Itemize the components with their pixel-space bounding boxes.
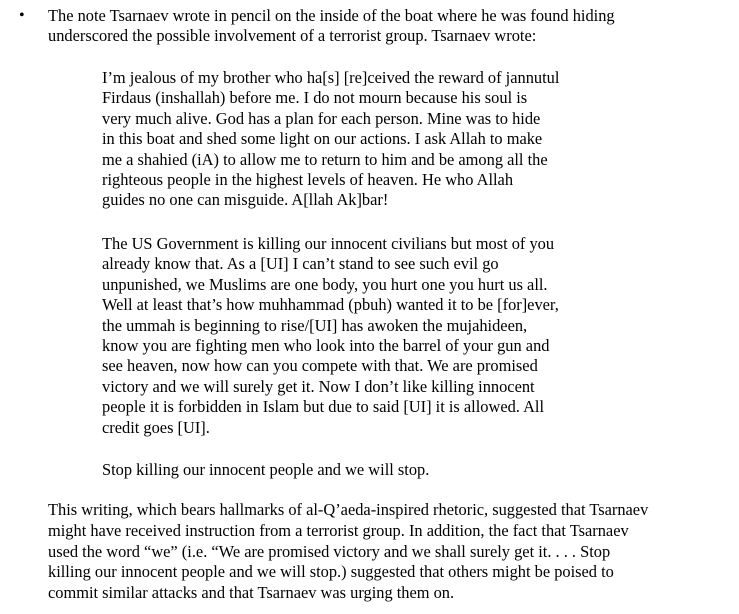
quote-paragraph-1: I’m jealous of my brother who ha[s] [re]ceived the reward of jannutul Firdaus (inshallah) before me. I do not mourn because his soul is very much alive. God has a plan for each person. Mine was to hide in this boat and shed some light on our actions. I ask Allah to make me a shahied (iA) to allow me to return to him and be among all the righteous people in the highest levels of heaven. He who Allah guides no one can misguide. A[llah Ak]bar! [102,68,560,210]
conclusion-paragraph: This writing, which bears hallmarks of al-Q’aeda-inspired rhetoric, suggested that Tsarnaev might have received instruction from a terrorist group. In addition, the fact that Tsarnaev used the word “we” (i.e. “We are promised victory and we shall surely get it. . . . Stop killing our innocent people and we will stop.) suggested that others might be poised to commit similar attacks and that Tsarnaev was urging them on. [48,500,649,603]
bullet-icon: • [19,7,25,24]
quote-paragraph-3: Stop killing our innocent people and we will stop. [102,460,430,479]
quote-paragraph-2: The US Government is killing our innocent civilians but most of you already know that. As a [UI] I can’t stand to see such evil go unpunished, we Muslims are one body, you hurt one you hurt us all. Well at least that’s how muhhammad (pbuh) wanted it to be [for]ever, the ummah is beginning to rise/[UI] has awoken the mujahideen, know you are fighting men who look into the barrel of your gun and see heaven, now how can you compete with that. We are promised victory and we will surely get it. Now I don’t like killing innocent people it is forbidden in Islam but due to said [UI] it is allowed. All credit goes [UI]. [102,234,559,437]
intro-paragraph: The note Tsarnaev wrote in pencil on the inside of the boat where he was found hiding underscored the possible involvement of a terrorist group. Tsarnaev wrote: [48,6,615,46]
